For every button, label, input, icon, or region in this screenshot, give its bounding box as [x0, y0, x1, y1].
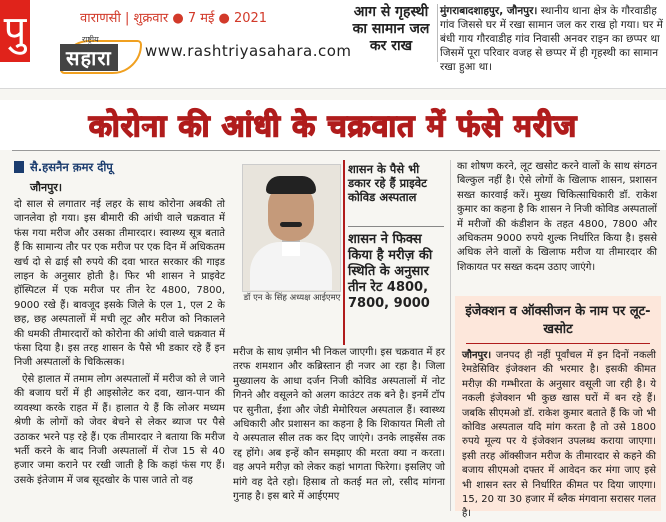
article-column-3: [457, 160, 657, 275]
article-place: जौनपुर।: [30, 181, 63, 194]
sidebar-box-body: [462, 349, 656, 522]
brand-name: सहारा: [60, 44, 118, 71]
article-paragraph: दो साल से लगातार नई लहर के साथ कोरोना अबकी तो जानलेवा हो गया। इस बीमारी की आंधी वाले चक्रवात में फंस गया मरीज और उसका तीमारदार। स्वास्थ्य सूत्र बताते हैं कि सामान्य तौर पर एक मरीज पर एक दिन में अधिकतम खर्च दो से ढाई सौ रुपये की दवा भारत सरकार की गाइड लाइन के अनुसार होती है। फिर भी शासन ने प्राइवेट हॉस्पिटल में एक मरीज पर तीन रेट 4800, 7800, 9000 रखे हैं। बावजूद इसके जिले के एल 1, एल 2 के छह, छह अस्पतालों में मची लूट और मरीज को निकालने की धमकी तीमारदारों को कोरोना की आंधी वाले चक्रवात में फंसा दिया है। इस तरह शासन के पैसे भी डकार रहे हैं इन निजी अस्पतालों के चिकित्सक।: [14, 199, 225, 369]
sidebar-place: जौनपुर।: [462, 350, 492, 361]
teaser-divider: [437, 4, 438, 62]
headline-rule: [12, 150, 660, 151]
byline-marker: [14, 161, 24, 173]
column-divider: [450, 160, 451, 511]
article-paragraph: मरीज के साथ ज़मीन भी निकल जाएगी। इस चक्रवात में हर तरफ शमशान और कब्रिस्तान ही नजर आ रहा है। जिला मुख्यालय के आधा दर्जन निजी कोविड अस्पतालों में नोट गिनने और वसूलने को अलग काउंटर तक बने है। इनमें टॉप पर सुनीता, ईशा और जेडी मेमोरियल अस्पताल हैं। स्वास्थ्य अधिकारी और प्रशासन का कहना है कि शिकायत मिली तो ये अस्पताल सील तक कर दिए जाएंगे। उनके लाइसेंस तक रद्द होंगे। अब इन्हें कौन समझाए की मरता क्या न करता। वह अपने मरीज़ को लेकर कहां भागता फिरेगा। इसलिए जो मांगे वह देते रहो। हिसाब तो कतई मत लो, रसीद मांगना गुनाह है। इस बारे में आईएमए: [233, 347, 445, 503]
website-url: www.rashtriyasahara.com: [145, 42, 352, 60]
teaser-body: [440, 4, 664, 74]
article-paragraph: का शोषण करने, लूट खसोट करने वालों के साथ संगठन बिल्कुल नहीं है। ऐसे लोगों के खिलाफ शासन, प्रशासन सख्त कारवाई करें। मुख्य चिकित्साधिकारी डॉ. राकेश कुमार का कहना है कि शासन ने निजी कोविड अस्पतालों में मरीजों की कंडीशन के तहत 4800, 7800 और अधिकतम 9000 रुपये शुल्क निर्धारित किया है। इससे अधिक लेने वालों के खिलाफ मरीज या तीमारदार की शिकायत पर सख्त कदम उठाए जाएंगे।: [457, 161, 657, 273]
byline: सै.हसनैन क़मर दीपू: [30, 160, 113, 174]
teaser-text: स्थानीय थाना क्षेत्र के गौरवाडीह गांव जिससे घर में रखा सामान जल कर राख हो गया। घर में बंधी गाय गौरवाडीह गांव निवासी अनवर राइन का छप्पर था जिसमें पूरा परिवार वजह से छप्पर में ही गृहस्थी का सामान रखा हुआ था।: [440, 5, 663, 73]
article-column-1: [14, 198, 225, 490]
newspaper-logo-icon: पु: [0, 0, 30, 62]
article-headline: कोरोना की आंधी के चक्रवात में फंसे मरीज: [88, 109, 578, 144]
sidebar-paragraph: [462, 349, 656, 522]
article-column-2: [233, 346, 445, 504]
photo-caption: डॉ एन के सिंह अध्यक्ष आईएमए: [243, 293, 341, 303]
sidebar-text: जनपद ही नहीं पूर्वांचल में इन दिनों नकली रेमडेसिविर इंजेक्शन की भरमार है। इसकी कीमत मरीज़ की गम्भीरता के अनुसार वसूली जा रही है। ये नकली इंजेक्शन भी कुछ खास घरों में बन रहे हैं। जबकि सीएमओ डॉ. राकेश कुमार बताते हैं कि जो भी कोविड अस्पताल यदि मांग करता है तो उसे 1800 रुपये मूल्य पर ये इंजेक्शन उपलब्ध कराया जाएगा। इसी तरह ऑक्सीजन मरीज के तीमारदार से कहने की बजाय सीएमओ दफ्तर में आवेदन कर मंगा जाए इसे भी शासन स्तर से निर्धारित कीमत पर दिया जाएगा। 15, 20 या 30 हजार में ब्लैक मंगवाना सरासर गलत है।: [462, 350, 656, 520]
pullquote-2: शासन ने फिक्स किया है मरीज़ की स्थिति के अनुसार तीन रेट 4800, 7800, 9000: [348, 232, 433, 311]
pullquote-1: शासन के पैसे भी डकार रहे हैं प्राइवेट कोविड अस्पताल: [348, 162, 427, 204]
pullquote-rule: [348, 226, 444, 227]
sidebar-box-rule: [466, 343, 650, 344]
teaser-headline: आग से गृहस्थी का सामान जल कर राख: [352, 4, 430, 54]
portrait-mustache: [280, 222, 302, 227]
teaser-dateline: मुंगराबादशाहपुर, जौनपुर।: [440, 5, 538, 17]
dateline: वाराणसी | शुक्रवार ● 7 मई ● 2021: [80, 11, 268, 26]
portrait-hair: [266, 176, 316, 194]
article-paragraph: ऐसे हालात में तमाम लोग अस्पतालों में मरीज को ले जाने की बजाय घरों में ही आइसोलेट कर दवा, खान-पान की व्यवस्था करके राहत में हैं। हालात ये हैं कि लोअर मध्यम श्रेणी के लोगों को जेवर बेचने से लेकर ब्याज पर पैसे उठाकर भरने पड़ रहे हैं। एक तीमारदार ने बताया कि मरीज भर्ती करने के बाद निजी अस्पतालों में रोज 15 से 40 हजार जमा कराने पर रखी जाती है कि कहां फंस गए हैं। उसके इंतेजाम में जब सूदखोर के पास जाते तो वह: [14, 373, 225, 486]
sidebar-box-title: इंजेक्शन व ऑक्सीजन के नाम पर लूट-खसोट: [465, 304, 651, 337]
brand-small-text: राष्ट्रीय: [82, 35, 99, 44]
portrait-collar: [282, 240, 300, 256]
